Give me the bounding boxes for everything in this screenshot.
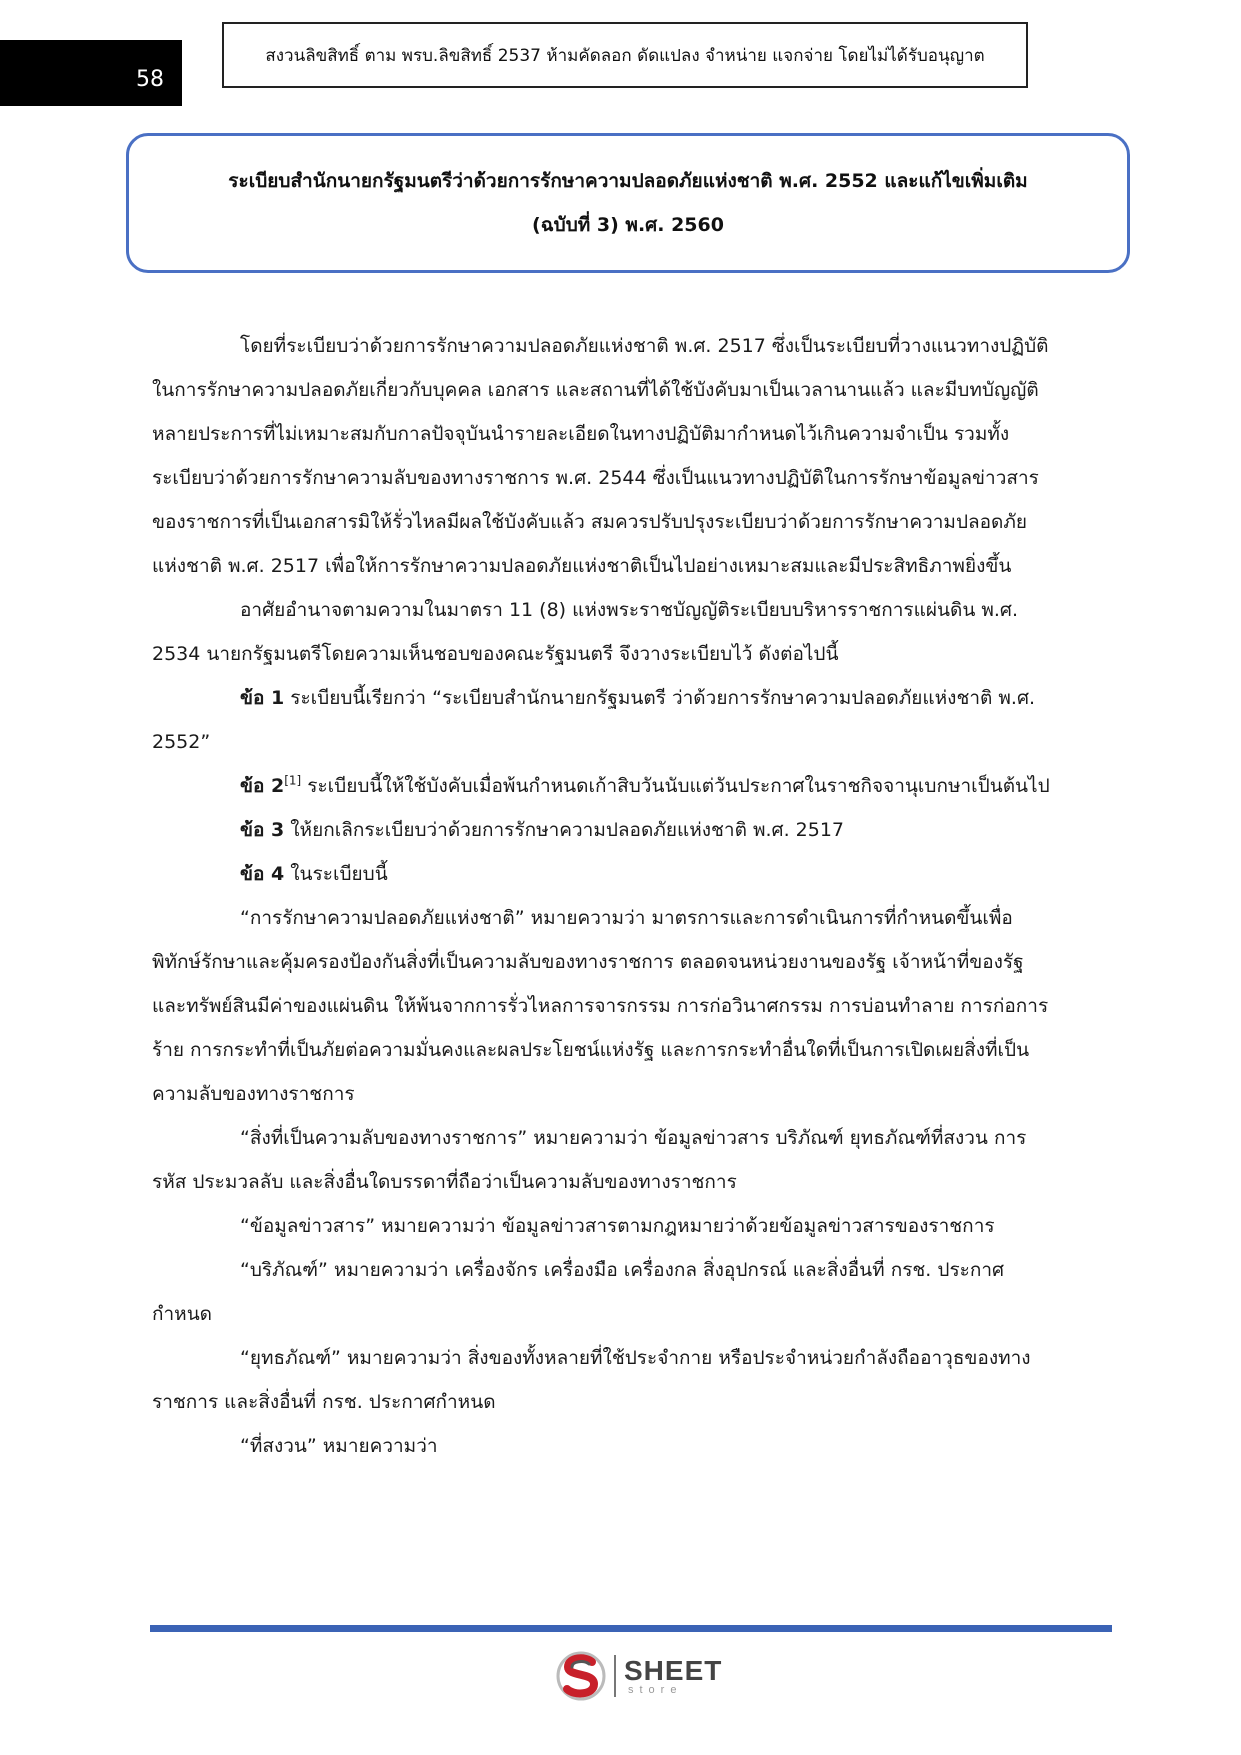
- copyright-notice-text: สงวนลิขสิทธิ์ ตาม พรบ.ลิขสิทธิ์ 2537 ห้ามคัดลอก ดัดแปลง จำหน่าย แจกจ่าย โดยไม่ได้รับอนุญาต: [265, 45, 985, 66]
- definition-munitions: “ยุทธภัณฑ์” หมายความว่า สิ่งของทั้งหลายที่ใช้ประจำกาย หรือประจำหน่วยกำลังถืออาวุธของทางราชการ และสิ่งอื่นที่ กรช. ประกาศกำหนด: [152, 1347, 1031, 1413]
- clause-4: [152, 852, 1060, 896]
- clause-2-text: ระเบียบนี้ให้ใช้บังคับเมื่อพ้นกำหนดเก้าสิบวันนับแต่วันประกาศในราชกิจจานุเบกษาเป็นต้นไป: [301, 775, 1050, 797]
- definition-information: “ข้อมูลข่าวสาร” หมายความว่า ข้อมูลข่าวสารตามกฎหมายว่าด้วยข้อมูลข่าวสารของราชการ: [240, 1215, 995, 1237]
- document-title: [126, 133, 1130, 273]
- preamble-paragraph-1: โดยที่ระเบียบว่าด้วยการรักษาความปลอดภัยแห่งชาติ พ.ศ. 2517 ซึ่งเป็นระเบียบที่วางแนวทางปฏิบัติในการรักษาความปลอดภัยเกี่ยวกับบุคคล เอกสาร และสถานที่ได้ใช้บังคับมาเป็นเวลานานแล้ว และมีบทบัญญัติหลายประการที่ไม่เหมาะสมกับกาลปัจจุบันนำรายละเอียดในทางปฏิบัติมากำหนดไว้เกินความจำเป็น รวมทั้งระเบียบว่าด้วยการรักษาความลับของทางราชการ พ.ศ. 2544 ซึ่งเป็นแนวทางปฏิบัติในการรักษาข้อมูลข่าวสารของราชการที่เป็นเอกสารมิให้รั่วไหลมีผลใช้บังคับแล้ว สมควรปรับปรุงระเบียบว่าด้วยการรักษาความปลอดภัยแห่งชาติ พ.ศ. 2517 เพื่อให้การรักษาความปลอดภัยแห่งชาติเป็นไปอย่างเหมาะสมและมีประสิทธิภาพยิ่งขึ้น: [152, 335, 1049, 577]
- clause-2: [152, 764, 1060, 808]
- clause-2-number: ข้อ 2: [240, 775, 285, 797]
- title-line-2: (ฉบับที่ 3) พ.ศ. 2560: [532, 214, 724, 236]
- title-line-1: ระเบียบสำนักนายกรัฐมนตรีว่าด้วยการรักษาความปลอดภัยแห่งชาติ พ.ศ. 2552 และแก้ไขเพิ่มเติม: [228, 170, 1028, 192]
- clause-1-number: ข้อ 1: [240, 687, 285, 709]
- sheet-store-s-logo-icon: [556, 1650, 606, 1702]
- preamble-paragraph-2: อาศัยอำนาจตามความในมาตรา 11 (8) แห่งพระราชบัญญัติระเบียบบริหารราชการแผ่นดิน พ.ศ. 2534 นายกรัฐมนตรีโดยความเห็นชอบของคณะรัฐมนตรี จึงวางระเบียบไว้ ดังต่อไปนี้: [152, 599, 1019, 665]
- page-number: 58: [0, 40, 182, 106]
- definition-equipment: “บริภัณฑ์” หมายความว่า เครื่องจักร เครื่องมือ เครื่องกล สิ่งอุปกรณ์ และสิ่งอื่นที่ กรช. ประกาศกำหนด: [152, 1259, 1005, 1325]
- logo-sub: store: [628, 1683, 683, 1696]
- footer-rule: [150, 1625, 1112, 1632]
- logo-word: SHEET: [624, 1654, 723, 1686]
- logo-text: [624, 1654, 723, 1696]
- clause-2-footnote-ref: [1]: [284, 773, 302, 788]
- clause-1: [152, 676, 1060, 764]
- definition-reserved-place: “ที่สงวน” หมายความว่า: [240, 1435, 438, 1457]
- clause-3: [152, 808, 1060, 852]
- clause-1-text: ระเบียบนี้เรียกว่า “ระเบียบสำนักนายกรัฐมนตรี ว่าด้วยการรักษาความปลอดภัยแห่งชาติ พ.ศ. 2552”: [152, 687, 1036, 753]
- document-body: [152, 324, 1060, 1468]
- logo-divider: [614, 1655, 616, 1697]
- definition-official-secret: “สิ่งที่เป็นความลับของทางราชการ” หมายความว่า ข้อมูลข่าวสาร บริภัณฑ์ ยุทธภัณฑ์ที่สงวน การรหัส ประมวลลับ และสิ่งอื่นใดบรรดาที่ถือว่าเป็นความลับของทางราชการ: [152, 1127, 1027, 1193]
- clause-3-text: ให้ยกเลิกระเบียบว่าด้วยการรักษาความปลอดภัยแห่งชาติ พ.ศ. 2517: [284, 819, 845, 841]
- clause-4-text: ในระเบียบนี้: [284, 863, 388, 885]
- copyright-notice: [222, 22, 1028, 88]
- definition-national-security: “การรักษาความปลอดภัยแห่งชาติ” หมายความว่า มาตรการและการดำเนินการที่กำหนดขึ้นเพื่อพิทักษ์รักษาและคุ้มครองป้องกันสิ่งที่เป็นความลับของทางราชการ ตลอดจนหน่วยงานของรัฐ เจ้าหน้าที่ของรัฐ และทรัพย์สินมีค่าของแผ่นดิน ให้พ้นจากการรั่วไหลการจารกรรม การก่อวินาศกรรม การบ่อนทำลาย การก่อการร้าย การกระทำที่เป็นภัยต่อความมั่นคงและผลประโยชน์แห่งรัฐ และการกระทำอื่นใดที่เป็นการเปิดเผยสิ่งที่เป็นความลับของทางราชการ: [152, 907, 1049, 1105]
- sheet-store-logo: [556, 1648, 722, 1704]
- clause-4-number: ข้อ 4: [240, 863, 285, 885]
- clause-3-number: ข้อ 3: [240, 819, 285, 841]
